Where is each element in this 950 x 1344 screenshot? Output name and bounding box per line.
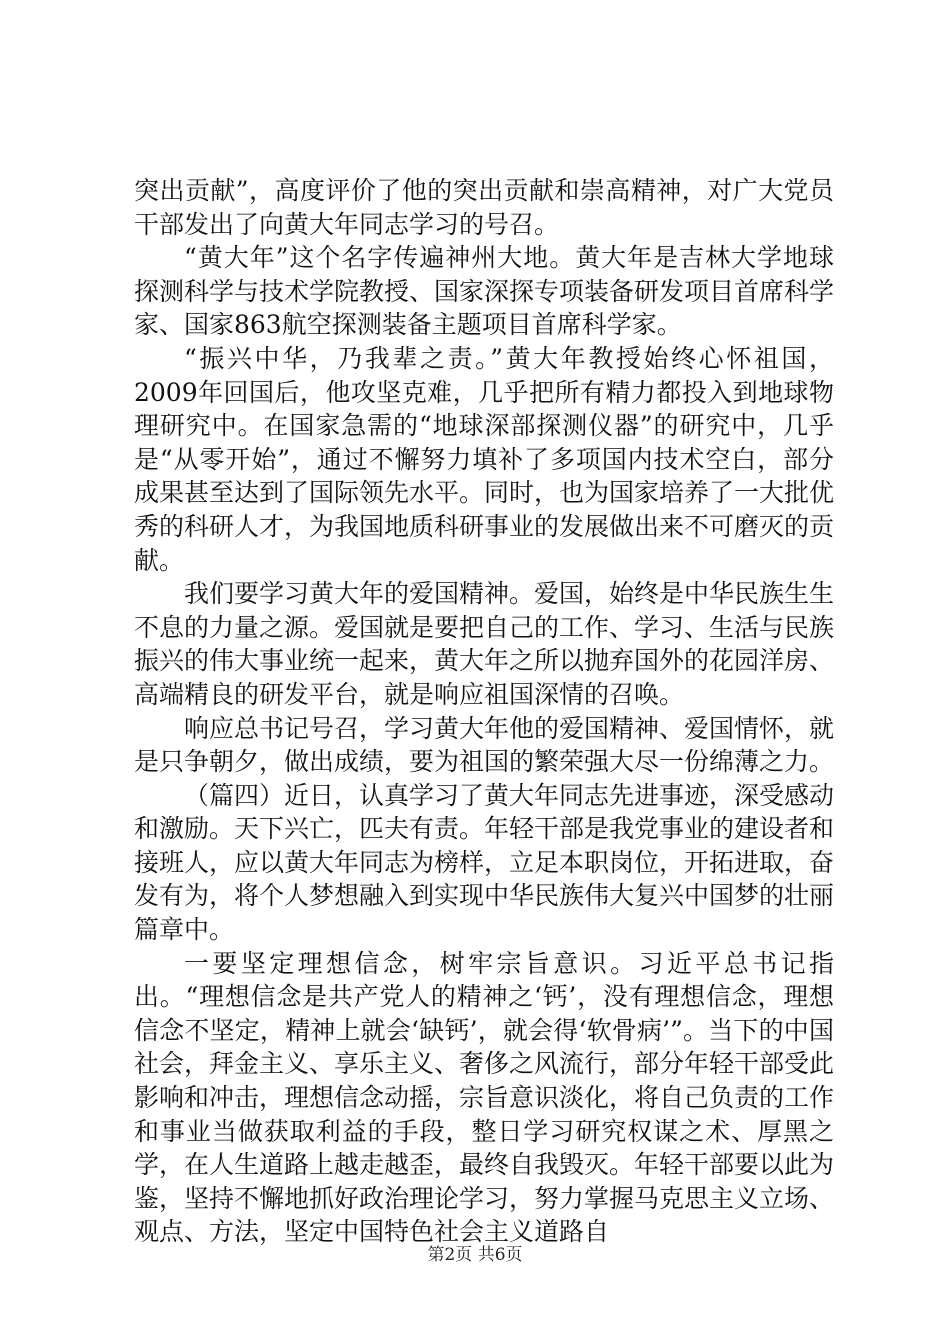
paragraph: “黄大年”这个名字传遍神州大地。黄大年是吉林大学地球探测科学与技术学院教授、国家深探专项装备研发项目首席科学家、国家863航空探测装备主题项目首席科学家。 <box>134 243 835 340</box>
paragraph: 一要坚定理想信念，树牢宗旨意识。习近平总书记指出。“理想信念是共产党人的精神之‘钙’，没有理想信念，理想信念不坚定，精神上就会‘缺钙’，就会得‘软骨病’”。当下的中国社会，拜金主义、享乐主义、奢侈之风流行，部分年轻干部受此影响和冲击，理想信念动摇，宗旨意识淡化，将自己负责的工作和事业当做获取利益的手段，整日学习研究权谋之术、厚黑之学，在人生道路上越走越歪，最终自我毁灭。年轻干部要以此为鉴，坚持不懈地抓好政治理论学习，努力掌握马克思主义立场、观点、方法，坚定中国特色社会主义道路自 <box>134 948 835 1247</box>
paragraph: （篇四）近日，认真学习了黄大年同志先进事迹，深受感动和激励。天下兴亡，匹夫有责。年轻干部是我党事业的建设者和接班人，应以黄大年同志为榜样，立足本职岗位，开拓进取，奋发有为，将个人梦想融入到实现中华民族伟大复兴中国梦的壮丽篇章中。 <box>134 780 835 945</box>
paragraph: 我们要学习黄大年的爱国精神。爱国，始终是中华民族生生不息的力量之源。爱国就是要把自己的工作、学习、生活与民族振兴的伟大事业统一起来，黄大年之所以抛弃国外的花园洋房、高端精良的研发平台，就是响应祖国深情的召唤。 <box>134 579 835 709</box>
paragraph: 响应总书记号召，学习黄大年他的爱国精神、爱国情怀，就是只争朝夕，做出成绩，要为祖国的繁荣强大尽一份绵薄之力。 <box>134 713 835 777</box>
document-body <box>134 174 834 1249</box>
paragraph: 突出贡献”，高度评价了他的突出贡献和崇高精神，对广大党员干部发出了向黄大年同志学习的号召。 <box>134 176 834 239</box>
paragraph: “振兴中华，乃我辈之责。”黄大年教授始终心怀祖国，2009年回国后，他攻坚克难，几乎把所有精力都投入到地球物理研究中。在国家急需的“地球深部探测仪器”的研究中，几乎是“从零开始”，通过不懈努力填补了多项国内技术空白，部分成果甚至达到了国际领先水平。同时，也为国家培养了一大批优秀的科研人才，为我国地质科研事业的发展做出来不可磨灭的贡献。 <box>134 343 835 575</box>
page-footer: 第2页 共6页 <box>427 1245 523 1265</box>
